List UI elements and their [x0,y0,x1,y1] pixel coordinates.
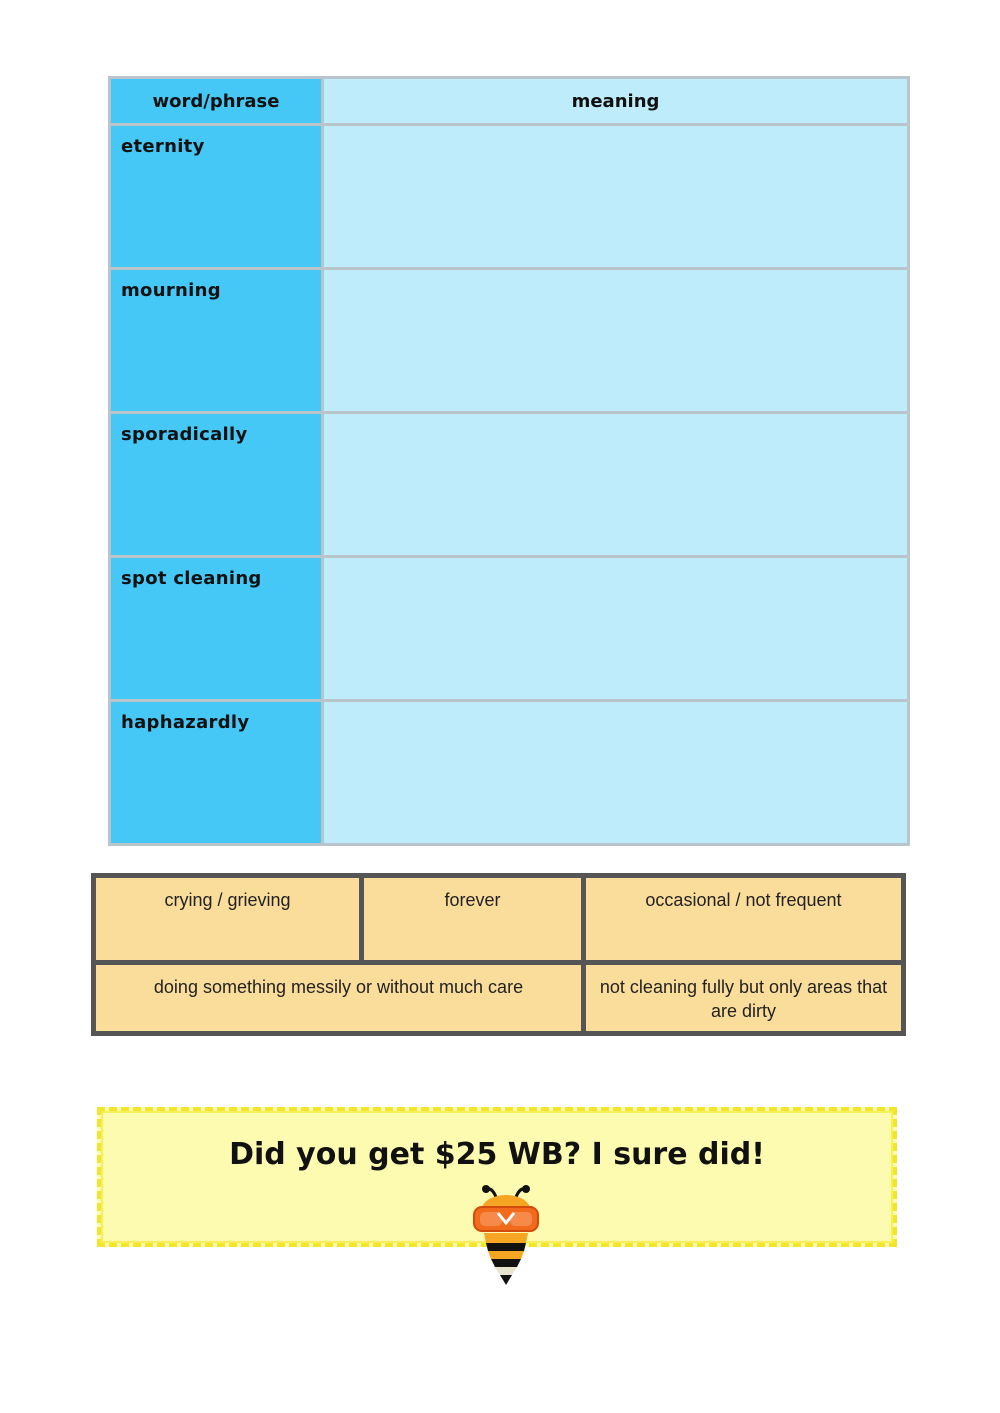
vocab-row [110,701,909,845]
meaning-cell[interactable] [323,125,909,269]
vocab-row [110,557,909,701]
answer-tile[interactable]: doing something messily or without much care [94,963,584,1034]
vocab-row [110,413,909,557]
banner-text: Did you get $25 WB? I sure did! [229,1137,765,1172]
vocab-word: mourning [110,269,323,413]
answer-row [94,876,904,963]
vocab-word: sporadically [110,413,323,557]
meaning-cell[interactable] [323,557,909,701]
answer-tile[interactable]: occasional / not frequent [584,876,904,963]
answer-bank [91,873,906,1036]
vocabulary-table [108,76,910,846]
meaning-cell[interactable] [323,413,909,557]
header-meaning: meaning [323,78,909,125]
vocab-header-row [110,78,909,125]
answer-row [94,963,904,1034]
answer-tile[interactable]: crying / grieving [94,876,362,963]
vocab-row [110,269,909,413]
answer-tile[interactable]: forever [362,876,584,963]
header-word-phrase: word/phrase [110,78,323,125]
vocab-row [110,125,909,269]
vocab-word: spot cleaning [110,557,323,701]
vocab-word: haphazardly [110,701,323,845]
bee-icon [470,1183,542,1287]
meaning-cell[interactable] [323,701,909,845]
meaning-cell[interactable] [323,269,909,413]
answer-tile[interactable]: not cleaning fully but only areas that are dirty [584,963,904,1034]
vocab-word: eternity [110,125,323,269]
